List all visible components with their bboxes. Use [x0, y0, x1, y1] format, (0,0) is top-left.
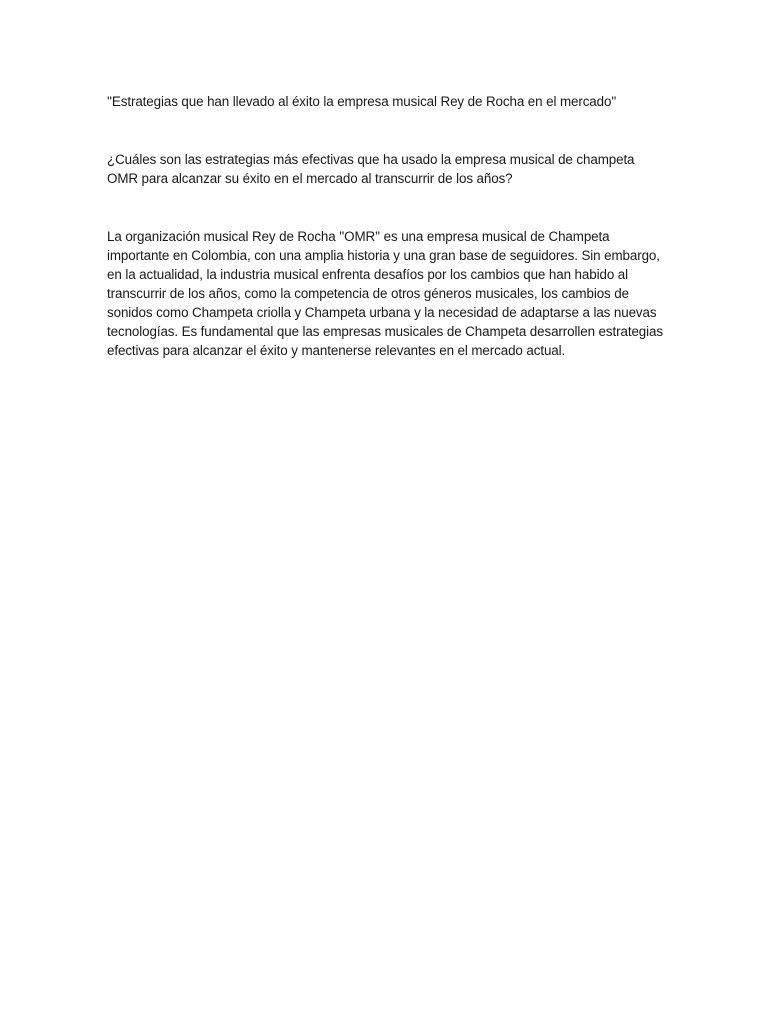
research-question: ¿Cuáles son las estrategias más efectivas que ha usado la empresa musical de champeta OMR para alcanzar su éxito en el mercado al transcurrir de los años?	[107, 152, 635, 186]
document-title: ''Estrategias que han llevado al éxito la empresa musical Rey de Rocha en el mercado''	[107, 94, 617, 109]
body-paragraph: La organización musical Rey de Rocha ''OMR'' es una empresa musical de Champeta importante en Colombia, con una amplia historia y una gran base de seguidores. Sin embargo, en la actualidad, la industria musical enfrenta desafíos por los cambios que han habido al transcurrir de los años, como la competencia de otros géneros musicales, los cambios de sonidos como Champeta criolla y Champeta urbana y la necesidad de adaptarse a las nuevas tecnologías. Es fundamental que las empresas musicales de Champeta desarrollen estrategias efectivas para alcanzar el éxito y mantenerse relevantes en el mercado actual.	[107, 229, 663, 358]
